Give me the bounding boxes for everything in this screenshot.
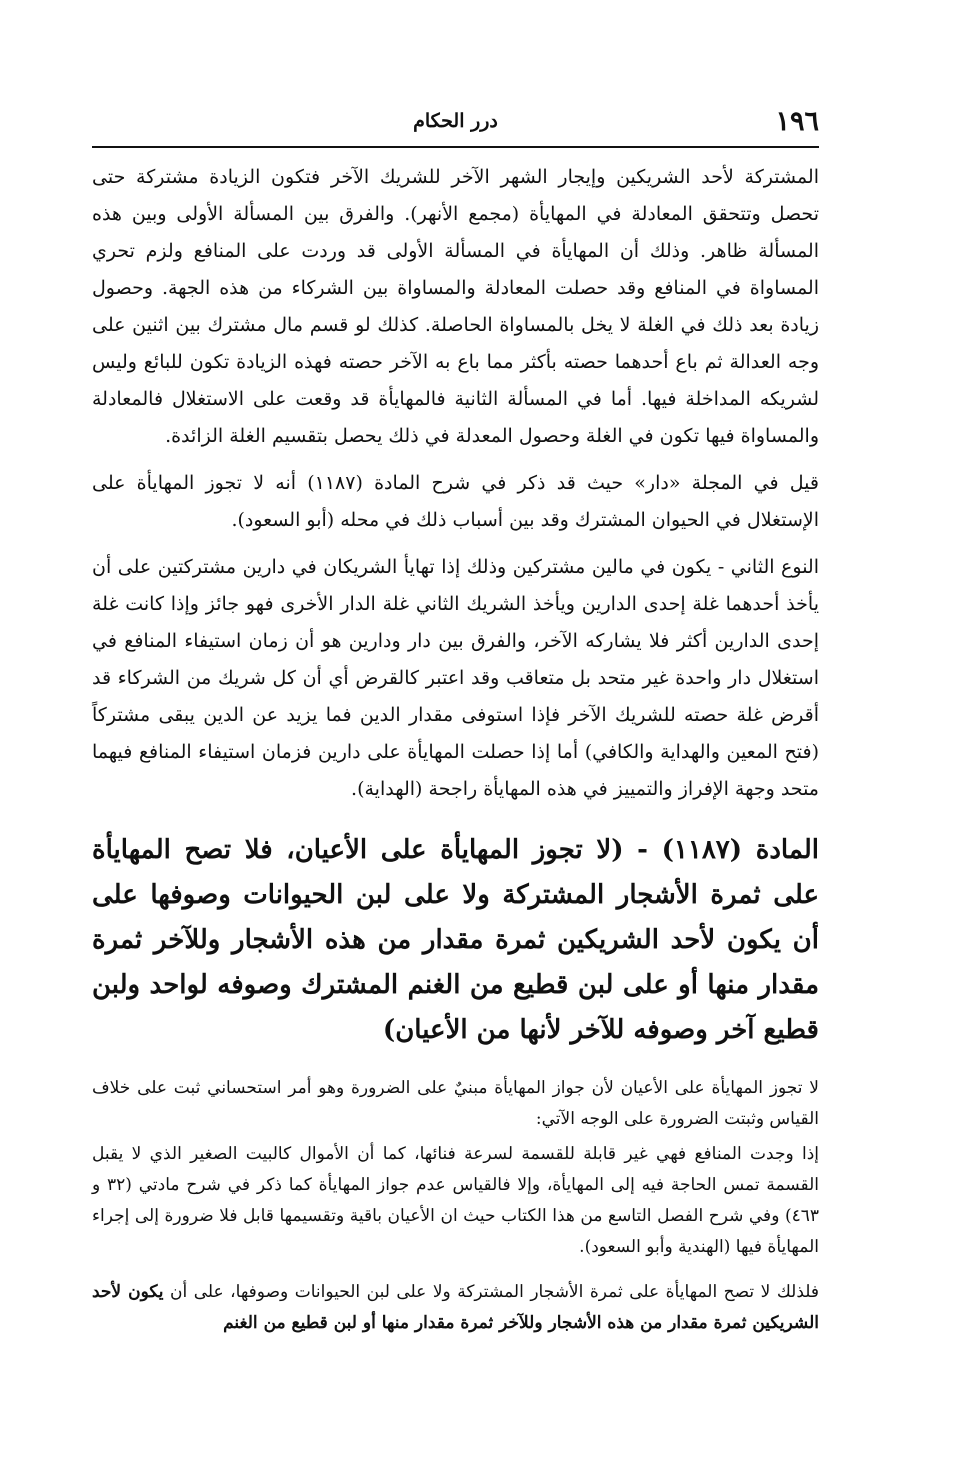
commentary-paragraph: المشتركة لأحد الشريكين وإيجار الشهر الآخر للشريك الآخر فتكون الزيادة مشتركة حتى تحصل وتتحقق المعادلة في المهايأة (مجمع الأنهر). والفرق بين المسألة الأولى وبين هذه المسألة ظاهر. وذلك أن المهايأة في المسألة الأولى قد وردت على المنافع ولزم تحري المساواة في المنافع وقد حصلت المعادلة والمساواة بين الشركاء من هذه الجهة. وحصول زيادة بعد ذلك في الغلة لا يخل بالمساواة الحاصلة. كذلك لو قسم مال مشترك بين اثنين على وجه العدالة ثم باع أحدهما حصته بأكثر مما باع به الآخر حصته فهذه الزيادة تكون للبائع وليس لشريكه المداخلة فيها. أما في المسألة الثانية فالمهايأة قد وقعت على الاستغلال فالمعادلة والمساواة فيها تكون في الغلة وحصول المعدلة في ذلك يحصل بتقسيم الغلة الزائدة.: [92, 166, 819, 447]
explanation-paragraph-1: لا تجوز المهايأة على الأعيان لأن جواز المهايأة مبنيٌ على الضرورة وهو أمر استحساني ثبت على خلاف القياس وثبتت الضرورة على الوجه الآتي:: [92, 1078, 819, 1129]
article-1187-text: المادة (١١٨٧) - (لا تجوز المهايأة على الأعيان، فلا تصح المهايأة على ثمرة الأشجار المشتركة ولا على لبن الحيوانات وصوفها على أن يكون لأحد الشريكين ثمرة مقدار من هذه الأشجار وللآخر ثمرة مقدار منها أو على لبن قطيع من الغنم المشترك وصوفه لواحد ولبن قطيع آخر وصوفه للآخر لأنها من الأعيان): [92, 835, 819, 1045]
running-title: درر الحكام: [413, 110, 498, 132]
page-number: ١٩٦: [775, 106, 819, 137]
conclusion-paragraph: [92, 1277, 819, 1339]
second-type-paragraph: النوع الثاني - يكون في مالين مشتركين وذلك إذا تهايأ الشريكان في دارين مشتركتين على أن يأخذ أحدهما غلة إحدى الدارين ويأخذ الشريك الثاني غلة الدار الأخرى فهو جائز وإذا كانت غلة إحدى الدارين أكثر فلا يشاركه الآخر، والفرق بين دار ودارين هو أن زمان استيفاء المنافع في استغلال دار واحدة غير متحد بل متعاقب وقد اعتبر كالقرض أي أن كل شريك من الشركاء قد أقرض غلة حصته للشريك الآخر فإذا استوفى مقدار الدين فما يزيد عن الدين يبقى مشتركاً (فتح المعين والهداية والكافي) أما إذا حصلت المهايأة على دارين فزمان استيفاء المنافع فيهما متحد وجهة الإفراز والتمييز في هذه المهايأة راجحة (الهداية).: [92, 556, 819, 800]
explanation-paragraph-2: إذا وجدت المنافع فهي غير قابلة للقسمة لسرعة فنائها، كما أن الأموال كالبيت الصغير الذي لا يقبل القسمة تمس الحاجة فيه إلى المهايأة، وإلا فالقياس عدم جواز المهايأة كما ذكر في شرح مادتي (٣٢ و ٤٦٣) وفي شرح الفصل التاسع من هذا الكتاب حيث ان الأعيان باقية وتقسيمها قابل فلا ضرورة إلى إجراء المهايأة فيها (الهندية وأبو السعود).: [92, 1144, 819, 1257]
conclusion-intro: فلذلك لا تصح المهايأة على ثمرة الأشجار المشتركة ولا على لبن الحيوانات وصوفها، على أن: [170, 1282, 820, 1302]
book-page: [92, 100, 819, 1339]
majalla-note-paragraph: قيل في المجلة «دار» حيث قد ذكر في شرح المادة (١١٨٧) أنه لا تجوز المهايأة على الإستغلال في الحيوان المشترك وقد بين أسباب ذلك في محله (أبو السعود).: [92, 472, 819, 531]
page-header: [92, 100, 819, 148]
conclusion-bold-text: يكون لأحد الشريكين ثمرة مقدار من هذه الأشجار وللآخر ثمرة مقدار منها أو لبن قطيع من الغنم: [92, 1282, 819, 1333]
